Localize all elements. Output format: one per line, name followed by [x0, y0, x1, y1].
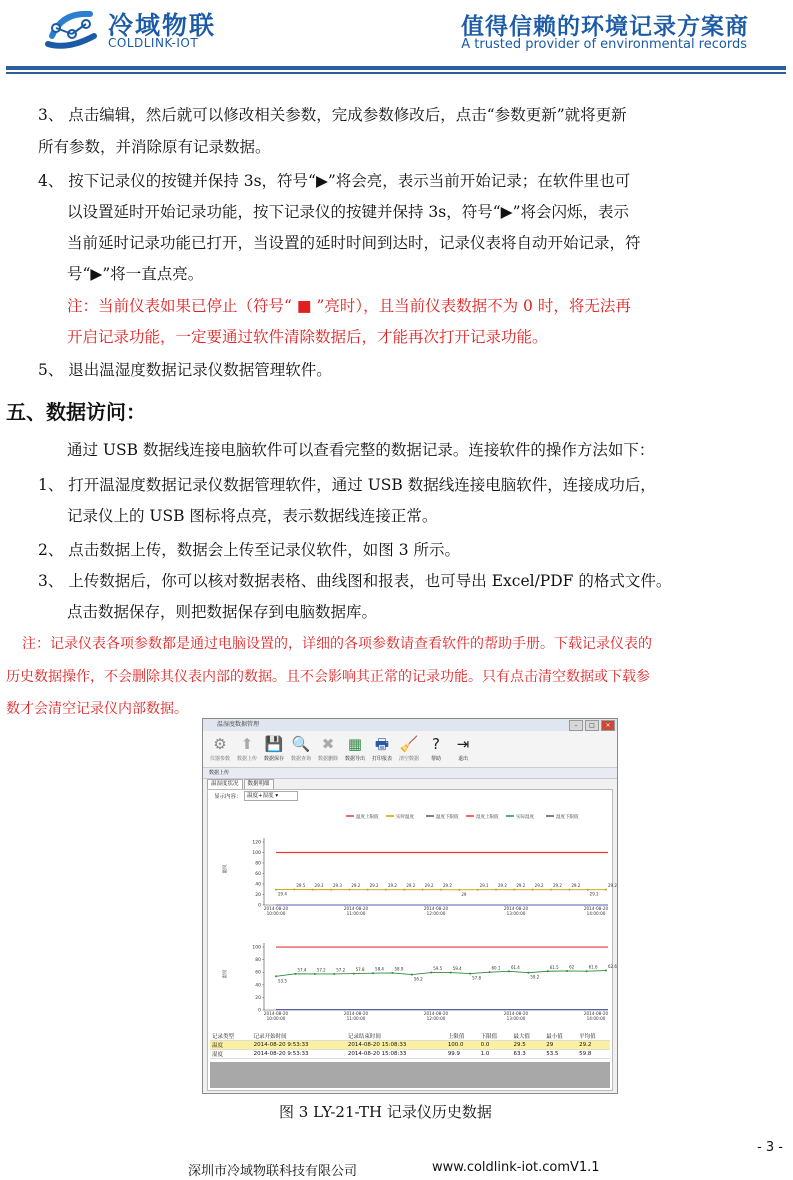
- toolbar-button-search[interactable]: [288, 731, 314, 762]
- footer-company: 深圳市冷域物联科技有限公司: [188, 1164, 358, 1179]
- step4-line2: 以设置延时开始记录功能，按下记录仪的按键并保持 3s，符号“▶”将会闪烁，表示: [67, 203, 630, 221]
- y-tick-label: 20: [255, 893, 261, 898]
- upload-subbar: [203, 768, 617, 779]
- broom-icon: 🧹: [399, 735, 419, 753]
- data-point: [527, 972, 529, 974]
- tab-strip: [203, 779, 617, 789]
- data-label: 57.2: [316, 967, 326, 973]
- data-label: 29.2: [443, 883, 452, 889]
- data-label: 53.5: [278, 978, 287, 984]
- data-point: [469, 973, 471, 975]
- data-point: [508, 970, 510, 972]
- data-label: 57.8: [472, 975, 482, 981]
- table-cell: 29.5: [511, 1041, 544, 1050]
- x-tick-label-time: 14:00:00: [586, 1016, 606, 1021]
- legend-label: 湿度下限值: [556, 815, 579, 820]
- s1-line1: 1、 打开温湿度数据记录仪数据管理软件，通过 USB 数据线连接电脑软件，连接成功后，: [38, 476, 656, 494]
- data-label: 58.9: [394, 966, 404, 972]
- data-label: 62: [569, 964, 575, 970]
- x-tick-label-time: 12:00:00: [426, 911, 446, 916]
- data-point: [314, 973, 316, 975]
- intro-text: 通过 USB 数据线连接电脑软件可以查看完整的数据记录。连接软件的操作方法如下：: [67, 441, 655, 459]
- data-point: [385, 889, 387, 891]
- data-point: [430, 972, 432, 974]
- note1-line2: 开启记录功能，一定要通过软件清除数据后，才能再次打开记录功能。: [67, 328, 548, 346]
- note1-line1: 注：当前仪表如果已停止（符号“ ■ ”亮时），且当前仪表数据不为 0 时，将无法再: [67, 297, 631, 315]
- table-cell: 0.0: [479, 1041, 512, 1050]
- data-point: [495, 889, 497, 891]
- s1-line2: 记录仪上的 USB 图标将点亮，表示数据线连接正常。: [67, 507, 438, 525]
- y-tick-label: 60: [255, 872, 261, 877]
- table-header-cell: 记录结束时间: [346, 1032, 446, 1041]
- x-tick-label-date: 2014-08-20: [343, 906, 369, 911]
- data-label: 29.2: [424, 883, 434, 889]
- s3-line1: 3、 上传数据后，你可以核对数据表格、曲线图和报表，也可导出 Excel/PDF 的格式文件。: [38, 572, 672, 590]
- data-label: 29.2: [498, 883, 507, 889]
- data-point: [411, 974, 413, 976]
- minimize-icon[interactable]: –: [569, 720, 583, 731]
- step3-line2: 所有参数，并消除原有记录数据。: [38, 138, 271, 156]
- x-tick-label-date: 2014-08-20: [423, 906, 449, 911]
- data-label: 61.4: [510, 964, 520, 970]
- note2-line1: 注：记录仪表各项参数都是通过电脑设置的，详细的各项参数请查看软件的帮助手册。下载记录仪表的: [22, 636, 652, 652]
- table-cell: 29: [544, 1041, 577, 1050]
- toolbar-button-help[interactable]: [423, 731, 449, 762]
- s3-line2: 点击数据保存，则把数据保存到电脑数据库。: [67, 603, 378, 621]
- header-divider-thin: [6, 72, 786, 74]
- data-point: [422, 889, 424, 891]
- toolbar-button-broom[interactable]: [396, 731, 422, 762]
- exit-icon: ⇥: [456, 735, 470, 753]
- step5: 5、 退出温湿度数据记录仪数据管理软件。: [38, 361, 332, 379]
- toolbar: [203, 731, 617, 768]
- toolbar-label: 仪器参数: [209, 756, 230, 762]
- table-cell: 2014-08-20 9:53:33: [252, 1050, 346, 1059]
- x-tick-label-date: 2014-08-20: [343, 1011, 369, 1016]
- table-header-cell: 最大值: [511, 1032, 544, 1041]
- table-cell: 1.0: [479, 1050, 512, 1059]
- data-point: [353, 973, 355, 975]
- toolbar-label: 数据导出: [344, 756, 365, 762]
- data-label: 61.6: [588, 964, 598, 970]
- y-tick-label: 40: [255, 882, 261, 888]
- step3-line1: 3、 点击编辑，然后就可以修改相关参数，完成参数修改后，点击“参数更新”就将更新: [38, 106, 627, 124]
- y-tick-label: 40: [255, 983, 261, 989]
- note2-line2: 历史数据操作，不会删除其仪表内部的数据。且不会影响其正常的记录功能。只有点击清空数据或下载参: [6, 669, 650, 685]
- data-point: [275, 975, 277, 977]
- toolbar-button-exit[interactable]: [450, 731, 476, 762]
- y-tick-label: 0: [258, 903, 261, 909]
- tab-status[interactable]: 温湿度状况: [207, 779, 243, 789]
- toolbar-button-gear[interactable]: [207, 731, 233, 762]
- section-title: 五、数据访问：: [6, 400, 146, 424]
- data-point: [568, 889, 570, 891]
- step4-line1: 4、 按下记录仪的按键并保持 3s，符号“▶”将会亮，表示当前开始记录；在软件里也可: [38, 172, 631, 190]
- logo-network-icon: [38, 6, 104, 52]
- table-header-cell: 最小值: [544, 1032, 577, 1041]
- data-label: 29.2: [608, 883, 617, 889]
- x-tick-label-date: 2014-08-20: [583, 1011, 609, 1016]
- table-cell: 100.0: [446, 1041, 479, 1050]
- slogan-en: A trusted provider of environmental records: [461, 37, 747, 52]
- toolbar-button-printer[interactable]: [369, 731, 395, 762]
- data-label: 57.4: [297, 967, 307, 973]
- table-row[interactable]: [210, 1041, 610, 1050]
- x-tick-label-date: 2014-08-20: [503, 906, 529, 911]
- data-label: 29.1: [479, 883, 489, 889]
- data-point: [372, 972, 374, 974]
- printer-icon: 🖶: [374, 735, 390, 753]
- data-label: 29.2: [534, 883, 544, 889]
- table-cell: 2014-08-20 9:53:33: [252, 1041, 346, 1050]
- data-label: 59.5: [433, 966, 443, 972]
- y-tick-label: 20: [255, 995, 261, 1001]
- x-tick-label-time: 13:00:00: [506, 1016, 526, 1021]
- data-point: [605, 889, 607, 891]
- logo-text-en: COLDLINK-IOT: [108, 36, 199, 50]
- toolbar-button-save[interactable]: [261, 731, 287, 762]
- header-divider: [6, 66, 786, 70]
- maximize-icon[interactable]: □: [585, 720, 599, 731]
- legend-label: 温度下限值: [436, 815, 459, 820]
- data-label: 29.5: [296, 883, 306, 889]
- table-cell: 2014-08-20 15:08:33: [346, 1050, 446, 1059]
- data-point: [566, 970, 568, 972]
- help-icon: ?: [432, 735, 440, 753]
- data-label: 29.2: [571, 883, 581, 889]
- data-point: [440, 889, 442, 891]
- data-point: [330, 889, 332, 891]
- data-label: 29.3: [314, 883, 324, 889]
- data-label: 29.2: [369, 883, 379, 889]
- toolbar-button-upload-arrow[interactable]: [234, 731, 260, 762]
- gear-icon: ⚙: [213, 735, 227, 753]
- x-tick-label-date: 2014-08-20: [583, 906, 609, 911]
- data-label: 29: [461, 891, 467, 897]
- data-point: [489, 971, 491, 973]
- data-label: 29.3: [333, 883, 342, 889]
- toolbar-label: 清空数据: [398, 756, 419, 762]
- data-point: [477, 889, 479, 891]
- tab-details[interactable]: 数据明细: [244, 779, 274, 789]
- y-tick-label: 100: [252, 851, 261, 856]
- legend-label: 实际湿度: [516, 815, 534, 820]
- table-header-cell: 记录开始时间: [252, 1032, 346, 1041]
- figure-caption: 图 3 LY-21-TH 记录仪历史数据: [279, 1103, 492, 1121]
- page-header: [0, 0, 793, 78]
- data-point: [458, 889, 460, 891]
- footer-version: V1.1: [570, 1160, 600, 1175]
- data-point: [587, 889, 589, 891]
- data-label: 60.1: [491, 965, 501, 971]
- table-empty-area: [210, 1062, 610, 1088]
- x-tick-label-date: 2014-08-20: [263, 1011, 289, 1016]
- data-label: 59.4: [452, 966, 462, 972]
- x-tick-label-time: 10:00:00: [266, 911, 286, 916]
- display-label: 显示内容：: [214, 794, 242, 800]
- y-tick-label: 120: [252, 840, 261, 846]
- data-point: [312, 889, 314, 891]
- data-label: 29.2: [406, 883, 416, 889]
- step4-line4: 号“▶”将一直点亮。: [67, 265, 204, 283]
- s2-text: 2、 点击数据上传，数据会上传至记录仪软件，如图 3 所示。: [38, 541, 461, 559]
- data-label: 29.2: [388, 883, 397, 889]
- y-axis-label: 湿度: [223, 969, 228, 979]
- data-label: 56.2: [413, 976, 423, 982]
- x-tick-label-time: 11:00:00: [346, 911, 366, 916]
- data-point: [294, 973, 296, 975]
- x-tick-label-date: 2014-08-20: [423, 1011, 449, 1016]
- toolbar-label: 数据上传: [236, 756, 257, 762]
- export-icon: ▦: [347, 735, 363, 753]
- x-tick-label-time: 10:00:00: [266, 1016, 286, 1021]
- data-point: [450, 972, 452, 974]
- summary-table: [210, 1032, 610, 1059]
- table-cell: 湿度: [210, 1050, 252, 1059]
- data-point: [547, 970, 549, 972]
- x-tick-label-time: 13:00:00: [506, 911, 526, 916]
- toolbar-label: 帮助: [430, 756, 441, 762]
- data-point: [513, 889, 515, 891]
- chart-panel: [207, 789, 617, 1091]
- close-icon[interactable]: ×: [601, 720, 615, 731]
- data-point: [367, 889, 369, 891]
- table-header-cell: 记录类型: [210, 1032, 252, 1041]
- x-tick-label-time: 12:00:00: [426, 1016, 446, 1021]
- data-label: 58.4: [375, 966, 384, 972]
- data-label: 29.2: [553, 883, 562, 889]
- data-point: [605, 970, 607, 972]
- y-tick-label: 80: [255, 861, 261, 867]
- y-tick-label: 80: [255, 958, 261, 964]
- step4-line3: 当前延时记录功能已打开，当设置的延时时间到达时，记录仪表将自动开始记录，符: [67, 234, 641, 252]
- window-titlebar: [203, 719, 617, 731]
- toolbar-label: 数据查询: [290, 756, 311, 762]
- save-icon: 💾: [264, 735, 284, 753]
- upload-arrow-icon: ⬆: [240, 735, 254, 753]
- legend-label: 温度上限值: [356, 815, 379, 820]
- data-label: 62.6: [608, 964, 617, 970]
- table-cell: 29.2: [577, 1041, 610, 1050]
- page-number: - 3 -: [757, 1140, 783, 1155]
- legend-label: 实时温度: [396, 815, 414, 820]
- y-axis-label: 温度: [223, 864, 228, 874]
- data-point: [275, 889, 277, 891]
- data-label: 29.4: [278, 891, 287, 897]
- toolbar-button-export[interactable]: [342, 731, 368, 762]
- search-icon: 🔍: [291, 735, 311, 753]
- data-label: 59.2: [530, 974, 540, 980]
- table-cell: 99.9: [446, 1050, 479, 1059]
- table-cell: 59.8: [577, 1050, 610, 1059]
- data-point: [532, 889, 534, 891]
- table-cell: 2014-08-20 15:08:33: [346, 1041, 446, 1050]
- legend-label: 湿度上限值: [476, 815, 499, 820]
- x-tick-label-time: 11:00:00: [346, 1016, 366, 1021]
- x-tick-label-date: 2014-08-20: [263, 906, 289, 911]
- subbar-label: 数据上传: [209, 770, 230, 776]
- note2-line3: 数才会清空记录仪内部数据。: [6, 701, 188, 717]
- data-point: [333, 973, 335, 975]
- x-tick-label-time: 14:00:00: [586, 911, 606, 916]
- software-screenshot: [202, 718, 618, 1094]
- data-label: 61.5: [549, 964, 559, 970]
- data-point: [550, 889, 552, 891]
- data-label: 57.2: [336, 967, 346, 973]
- table-cell: 温度: [210, 1041, 252, 1050]
- footer-website[interactable]: www.coldlink-iot.com: [432, 1160, 571, 1175]
- data-point: [586, 970, 588, 972]
- table-header-cell: 上限值: [446, 1032, 479, 1041]
- table-cell: 53.5: [544, 1050, 577, 1059]
- table-row[interactable]: [210, 1050, 610, 1059]
- data-label: 29.1: [589, 891, 599, 897]
- y-tick-label: 100: [252, 945, 261, 951]
- table-cell: 63.3: [511, 1050, 544, 1059]
- data-label: 29.2: [351, 883, 361, 889]
- x-tick-label-date: 2014-08-20: [503, 1011, 529, 1016]
- toolbar-label: 数据保存: [263, 756, 284, 762]
- toolbar-label: 打印报表: [371, 756, 392, 762]
- data-point: [348, 889, 350, 891]
- table-header-cell: 平均值: [577, 1032, 610, 1041]
- data-point: [403, 889, 405, 891]
- toolbar-label: 退出: [457, 756, 468, 762]
- data-label: 57.8: [355, 967, 365, 973]
- window-title: 温湿度数据管理: [217, 721, 260, 728]
- slogan-cn: 值得信赖的环境记录方案商: [461, 14, 749, 40]
- table-header-cell: 下限值: [479, 1032, 512, 1041]
- data-point: [293, 889, 295, 891]
- y-tick-label: 60: [255, 970, 261, 976]
- data-label: 29.2: [516, 883, 526, 889]
- logo-text-cn: 冷域物联: [108, 11, 217, 40]
- display-select[interactable]: 温度+湿度 ▾: [244, 791, 298, 801]
- data-point: [391, 972, 393, 974]
- history-charts: [208, 802, 617, 1030]
- toolbar-label: 数据删除: [317, 756, 338, 762]
- delete-icon: ✖: [321, 735, 335, 753]
- y-tick-label: 0: [258, 1008, 261, 1014]
- toolbar-button-delete[interactable]: [315, 731, 341, 762]
